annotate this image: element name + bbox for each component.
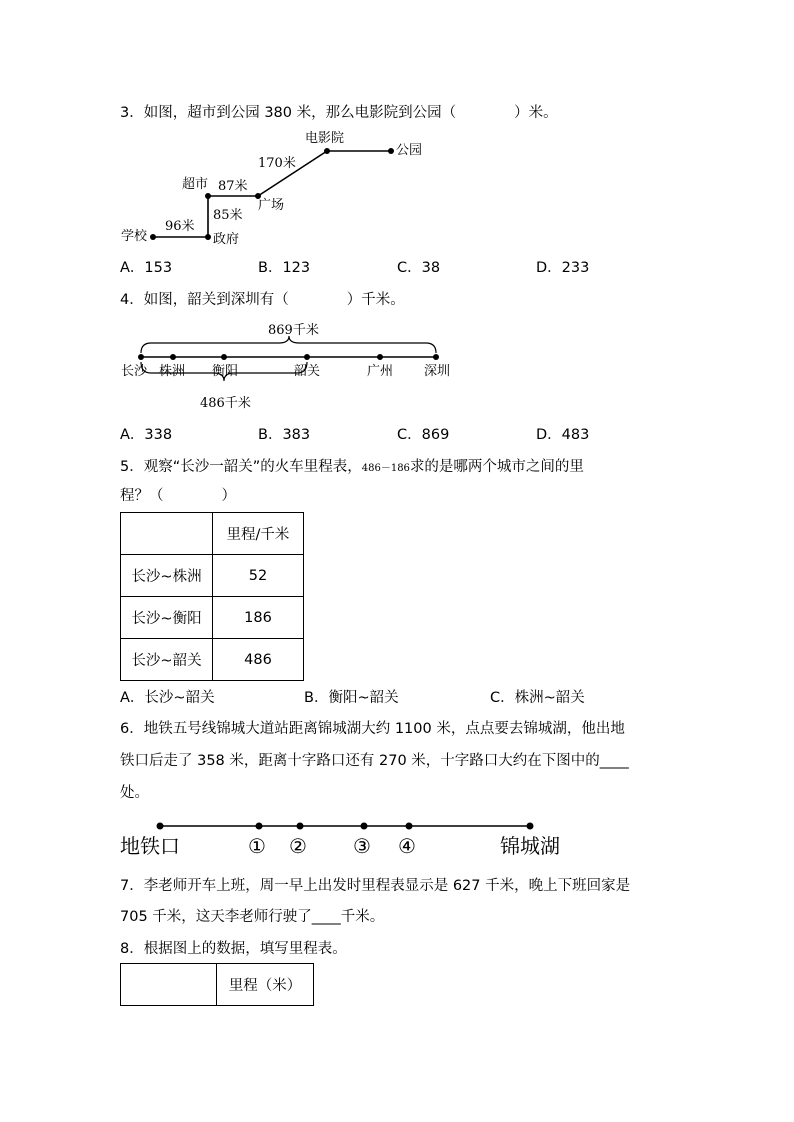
q6-end-label: 锦城湖 (500, 834, 560, 858)
city-shaoguan: 韶关 (294, 364, 321, 379)
q3-option-a[interactable]: A．153 (120, 260, 173, 276)
q4-option-d[interactable]: D．483 (536, 427, 590, 443)
q5-option-c[interactable]: C．株洲~韶关 (490, 690, 585, 706)
q5-text-line2: 程？（ ） (120, 488, 236, 504)
city-changsha: 长沙 (121, 364, 148, 379)
q4-text: 4．如图，韶关到深圳有（ ）千米。 (120, 292, 405, 308)
q6-start-label: 地铁口 (120, 834, 180, 858)
q5-text-a: 5．观察“长沙一韶关”的火车里程表， (120, 459, 362, 475)
label-supermarket: 超市 (182, 177, 209, 192)
q4-option-c[interactable]: C．869 (397, 427, 450, 443)
q5-expression: 486－186 (361, 463, 410, 474)
q5-header-mileage: 里程/千米 (213, 513, 304, 555)
q4-sub-distance: 486千米 (200, 396, 251, 411)
q3-text: 3．如图，超市到公园 380 米，那么电影院到公园（ ）米。 (120, 105, 558, 121)
q3-option-b[interactable]: B．123 (258, 260, 311, 276)
q6-mark-1: ① (248, 834, 266, 858)
label-government: 政府 (213, 232, 240, 247)
label-supermarket-government-distance: 85米 (213, 208, 243, 223)
subway-exit-dot (157, 823, 164, 830)
q5-text-b: 求的是哪两个城市之间的里 (409, 459, 584, 475)
q5-option-b[interactable]: B．衡阳~韶关 (304, 690, 399, 706)
city-guangzhou: 广州 (367, 364, 394, 379)
q3-option-c[interactable]: C．38 (397, 260, 441, 276)
q6-text-line1: 6．地铁五号线锦城大道站距离锦城湖大约 1100 米，点点要去锦城湖，他出地 (120, 721, 625, 737)
q8-text: 8．根据图上的数据，填写里程表。 (120, 941, 347, 957)
q8-mileage-table (120, 963, 314, 1006)
q6-mark-4: ④ (398, 834, 416, 858)
q3-option-d[interactable]: D．233 (536, 260, 590, 276)
point-4-dot (406, 823, 413, 830)
q4-option-b[interactable]: B．383 (258, 427, 311, 443)
label-school: 学校 (121, 229, 148, 244)
q6-text-line2: 铁口后走了 358 米，距离十字路口还有 270 米，十字路口大约在下图中的____ (120, 753, 629, 769)
city-zhuzhou: 株洲 (159, 364, 186, 379)
q5-km-cell: 186 (213, 597, 304, 639)
label-school-government-distance: 96米 (165, 219, 195, 234)
lake-dot (527, 823, 534, 830)
label-cinema: 电影院 (305, 131, 345, 146)
q6-mark-2: ② (289, 834, 307, 858)
q8-header-empty (121, 964, 217, 1006)
q4-total-distance: 869千米 (268, 323, 319, 338)
q7-text-line2: 705 千米，这天李老师行驶了____千米。 (120, 909, 385, 925)
point-1-dot (256, 823, 263, 830)
q7-text-line1: 7．李老师开车上班，周一早上出发时里程表显示是 627 千米，晚上下班回家是 (120, 878, 631, 894)
q6-text-line3: 处。 (120, 785, 149, 801)
point-2-dot (297, 823, 304, 830)
city-shenzhen: 深圳 (424, 364, 451, 379)
label-plaza: 广场 (258, 198, 285, 213)
city-hengyang: 衡阳 (212, 364, 239, 379)
q5-option-a[interactable]: A．长沙~韶关 (120, 690, 215, 706)
q5-route-cell: 长沙~衡阳 (121, 597, 213, 639)
q4-option-a[interactable]: A．338 (120, 427, 173, 443)
q5-route-cell: 长沙~株洲 (121, 555, 213, 597)
label-park: 公园 (396, 143, 423, 158)
q6-mark-3: ③ (353, 834, 371, 858)
q5-km-cell: 486 (213, 639, 304, 681)
label-supermarket-plaza-distance: 87米 (218, 179, 248, 194)
q8-header-mileage: 里程（米） (217, 964, 314, 1006)
q5-km-cell: 52 (213, 555, 304, 597)
q5-route-cell: 长沙~韶关 (121, 639, 213, 681)
label-plaza-cinema-distance: 170米 (258, 156, 296, 171)
point-3-dot (361, 823, 368, 830)
